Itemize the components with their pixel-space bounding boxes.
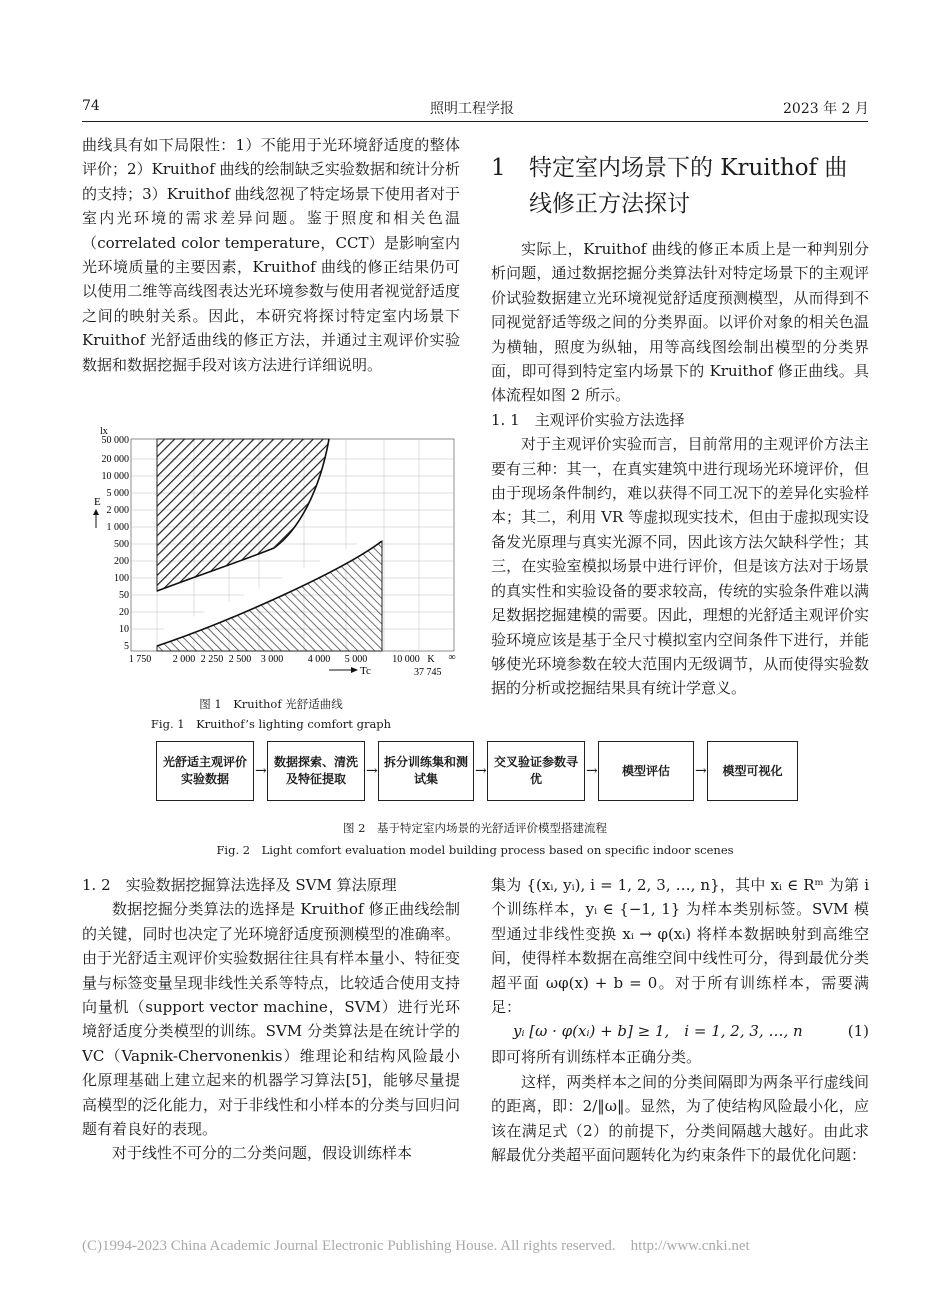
y-tick-label: 1 000: [106, 522, 129, 533]
x-tick-label: 10 000: [392, 654, 420, 665]
y-tick-label: 200: [114, 556, 129, 567]
flow-arrow-icon: →: [366, 763, 378, 779]
right-bottom-text: [491, 873, 869, 1167]
margin-paragraph: 这样，两类样本之间的分类间隔即为两条平行虚线间的距离，即：2/‖ω‖。显然，为了使结构风险最小化，应该在满足式（2）的前提下，分类间隔越大越好。由此求解最优分类超平面问题转化为约束条件下的最优化问题：: [491, 1072, 869, 1165]
subsection-1-1-heading: 1. 1 主观评价实验方法选择: [491, 410, 685, 429]
flow-arrow-icon: →: [255, 763, 267, 779]
journal-name: 照明工程学报: [430, 101, 514, 117]
flow-step-preprocess: 数据探索、清洗及特征提取: [267, 741, 365, 801]
flow-step-cv: 交叉验证参数寻优: [487, 741, 585, 801]
right-top-text: [491, 237, 869, 701]
plot-area: [131, 439, 454, 651]
y-tick-label: 50: [119, 590, 129, 601]
x-tick-label: 1 750: [128, 654, 152, 665]
classification-sentence: 即可将所有训练样本正确分类。: [491, 1048, 702, 1067]
figure-2-caption-cn: 图 2 基于特定室内场景的光舒适评价模型搭建流程: [343, 821, 607, 835]
flow-step-split: 拆分训练集和测试集: [378, 741, 474, 801]
header-rule: [82, 121, 868, 122]
x-tick-label: 3 000: [260, 654, 284, 665]
x-axis-label: Tc: [360, 665, 371, 677]
y-axis-label: E: [94, 496, 101, 508]
left-top-text: [82, 133, 460, 377]
binary-class-paragraph: 对于线性不可分的二分类问题，假设训练样本: [112, 1144, 413, 1163]
copyright-footer: (C)1994-2023 China Academic Journal Electronic Publishing House. All rights reserved. http://www.cnki.net: [82, 1238, 750, 1254]
flow-arrow-icon: →: [586, 763, 598, 779]
equation-body: yᵢ [ω · φ(xᵢ) + b] ≥ 1, i = 1, 2, 3, …, n: [513, 1022, 803, 1041]
flow-arrow-icon: →: [475, 763, 487, 779]
x-tick-label: 4 000: [307, 654, 331, 665]
x-tick-label: 2 250: [200, 654, 224, 665]
y-tick-label: 20: [119, 607, 129, 618]
x-tick-label: 2 500: [228, 654, 252, 665]
subsection-1-2-heading: 1. 2 实验数据挖掘算法选择及 SVM 算法原理: [82, 876, 397, 894]
issue-date: 2023 年 2 月: [783, 101, 869, 117]
y-tick-label: 5: [124, 641, 129, 652]
equation-1: [491, 1019, 869, 1045]
y-unit-label: lx: [100, 426, 108, 437]
x-tick-label: K: [427, 654, 435, 665]
y-axis-arrowhead-icon: [93, 509, 99, 515]
figure-1-caption-en: Fig. 1 Kruithof’s lighting comfort graph: [150, 717, 392, 731]
y-tick-label: 10: [119, 624, 129, 635]
flow-step-visualize: 模型可视化: [707, 741, 798, 801]
limitations-paragraph: 曲线具有如下局限性：1）不能用于光环境舒适度的整体评价；2）Kruithof 曲线的绘制缺乏实验数据和统计分析的支持；3）Kruithof 曲线忽视了特定场景下使用者对于室内光环境的需求差异问题。鉴于照度和相关色温（correlated color temperature，CCT）是影响室内光环境质量的主要因素，Kruithof 曲线的修正结果仍可以使用二维等高线图表达光环境参数与使用者视觉舒适度之间的映射关系。因此，本研究将探讨特定室内场景下 Kruithof 光舒适曲线的修正方法，并通过主观评价实验数据和数据挖掘手段对该方法进行详细说明。: [82, 136, 460, 374]
section-title: 特定室内场景下的 Kruithof 曲线修正方法探讨: [529, 155, 848, 217]
x-axis-arrowhead-icon: [351, 667, 358, 673]
y-tick-label: 20 000: [101, 454, 129, 465]
equation-number: (1): [847, 1022, 869, 1041]
x-tick-label: 5 000: [344, 654, 368, 665]
subsection-1-1-paragraph: 对于主观评价实验而言，目前常用的主观评价方法主要有三种：其一，在真实建筑中进行现场光环境评价，但由于现场条件制约，难以获得不同工况下的差异化实验样本；其二，利用 VR 等虚拟现实技术，但由于虚拟现实设备发光原理与真实光源不同，因此该方法欠缺科学性；其三，在实验室模拟场景中进行评价，但是该方法对于场景的真实性和实验设备的要求较高，传统的实验条件难以满足数据挖掘建模的需要。因此，理想的光舒适主观评价实验环境应该是基于全尺寸模拟室内空间条件下进行，并能够使光环境参数在较大范围内无级调节，从而使得实验数据的分析或挖掘结果具有统计学意义。: [491, 435, 869, 698]
y-tick-label: 50 000: [101, 435, 129, 446]
svm-intro-paragraph: 数据挖掘分类算法的选择是 Kruithof 修正曲线绘制的关键，同时也决定了光环境舒适度预测模型的准确率。由于光舒适主观评价实验数据往往具有样本量小、特征变量与标签变量呈现非线性关系等特点，比较适合使用支持向量机（support vector machine，SVM）进行光环境舒适度分类模型的训练。SVM 分类算法是在统计学的 VC（Vapnik-Chervonenkis）维理论和结构风险最小化原理基础上建立起来的机器学习算法[5]，能够尽量提高模型的泛化能力，对于非线性和小样本的分类与回归问题有着良好的表现。: [82, 900, 460, 1139]
section-number: 1: [491, 155, 506, 181]
flow-step-data: 光舒适主观评价实验数据: [156, 741, 254, 801]
y-tick-label: 100: [114, 573, 129, 584]
figure-2-flowchart: [156, 741, 798, 805]
section-1-paragraph: 实际上，Kruithof 曲线的修正本质上是一种判别分析问题，通过数据挖掘分类算法针对特定场景下的主观评价试验数据建立光环境视觉舒适度预测模型，从而得到不同视觉舒适等级之间的分类界面。以评价对象的相关色温为横轴，照度为纵轴，用等高线图绘制出模型的分类界面，即可得到特定室内场景下的 Kruithof 修正曲线。具体流程如图 2 所示。: [491, 240, 869, 405]
x-tick-label: 2 000: [172, 654, 196, 665]
figure-2-caption-en: Fig. 2 Light comfort evaluation model building process based on specific indoor scenes: [216, 843, 734, 857]
flow-arrow-icon: →: [695, 763, 707, 779]
page-number: 74: [82, 98, 100, 114]
training-set-paragraph: 集为 {(xᵢ, yᵢ), i = 1, 2, 3, …, n}，其中 xᵢ ∈ Rᵐ 为第 i 个训练样本，yᵢ ∈ {−1, 1} 为样本类别标签。SVM 模型通过非线性变换 xᵢ → φ(xᵢ) 将样本数据映射到高维空间，使得样本数据在高维空间中线性可分，得到最优分类超平面 ωφ(x) + b = 0。对于所有训练样本，需要满足：: [491, 876, 869, 1017]
y-tick-label: 10 000: [101, 471, 129, 482]
y-tick-label: 500: [114, 539, 129, 550]
figure-1-caption-cn: 图 1 Kruithof 光舒适曲线: [199, 697, 343, 711]
x-tick-label: ∞: [448, 652, 456, 663]
left-bottom-text: [82, 873, 460, 1166]
y-tick-label: 2 000: [106, 505, 129, 516]
x-extra-label: 37 745: [414, 667, 442, 678]
y-tick-label: 5 000: [106, 488, 129, 499]
flow-step-evaluate: 模型评估: [598, 741, 694, 801]
figure-1: [84, 420, 464, 690]
